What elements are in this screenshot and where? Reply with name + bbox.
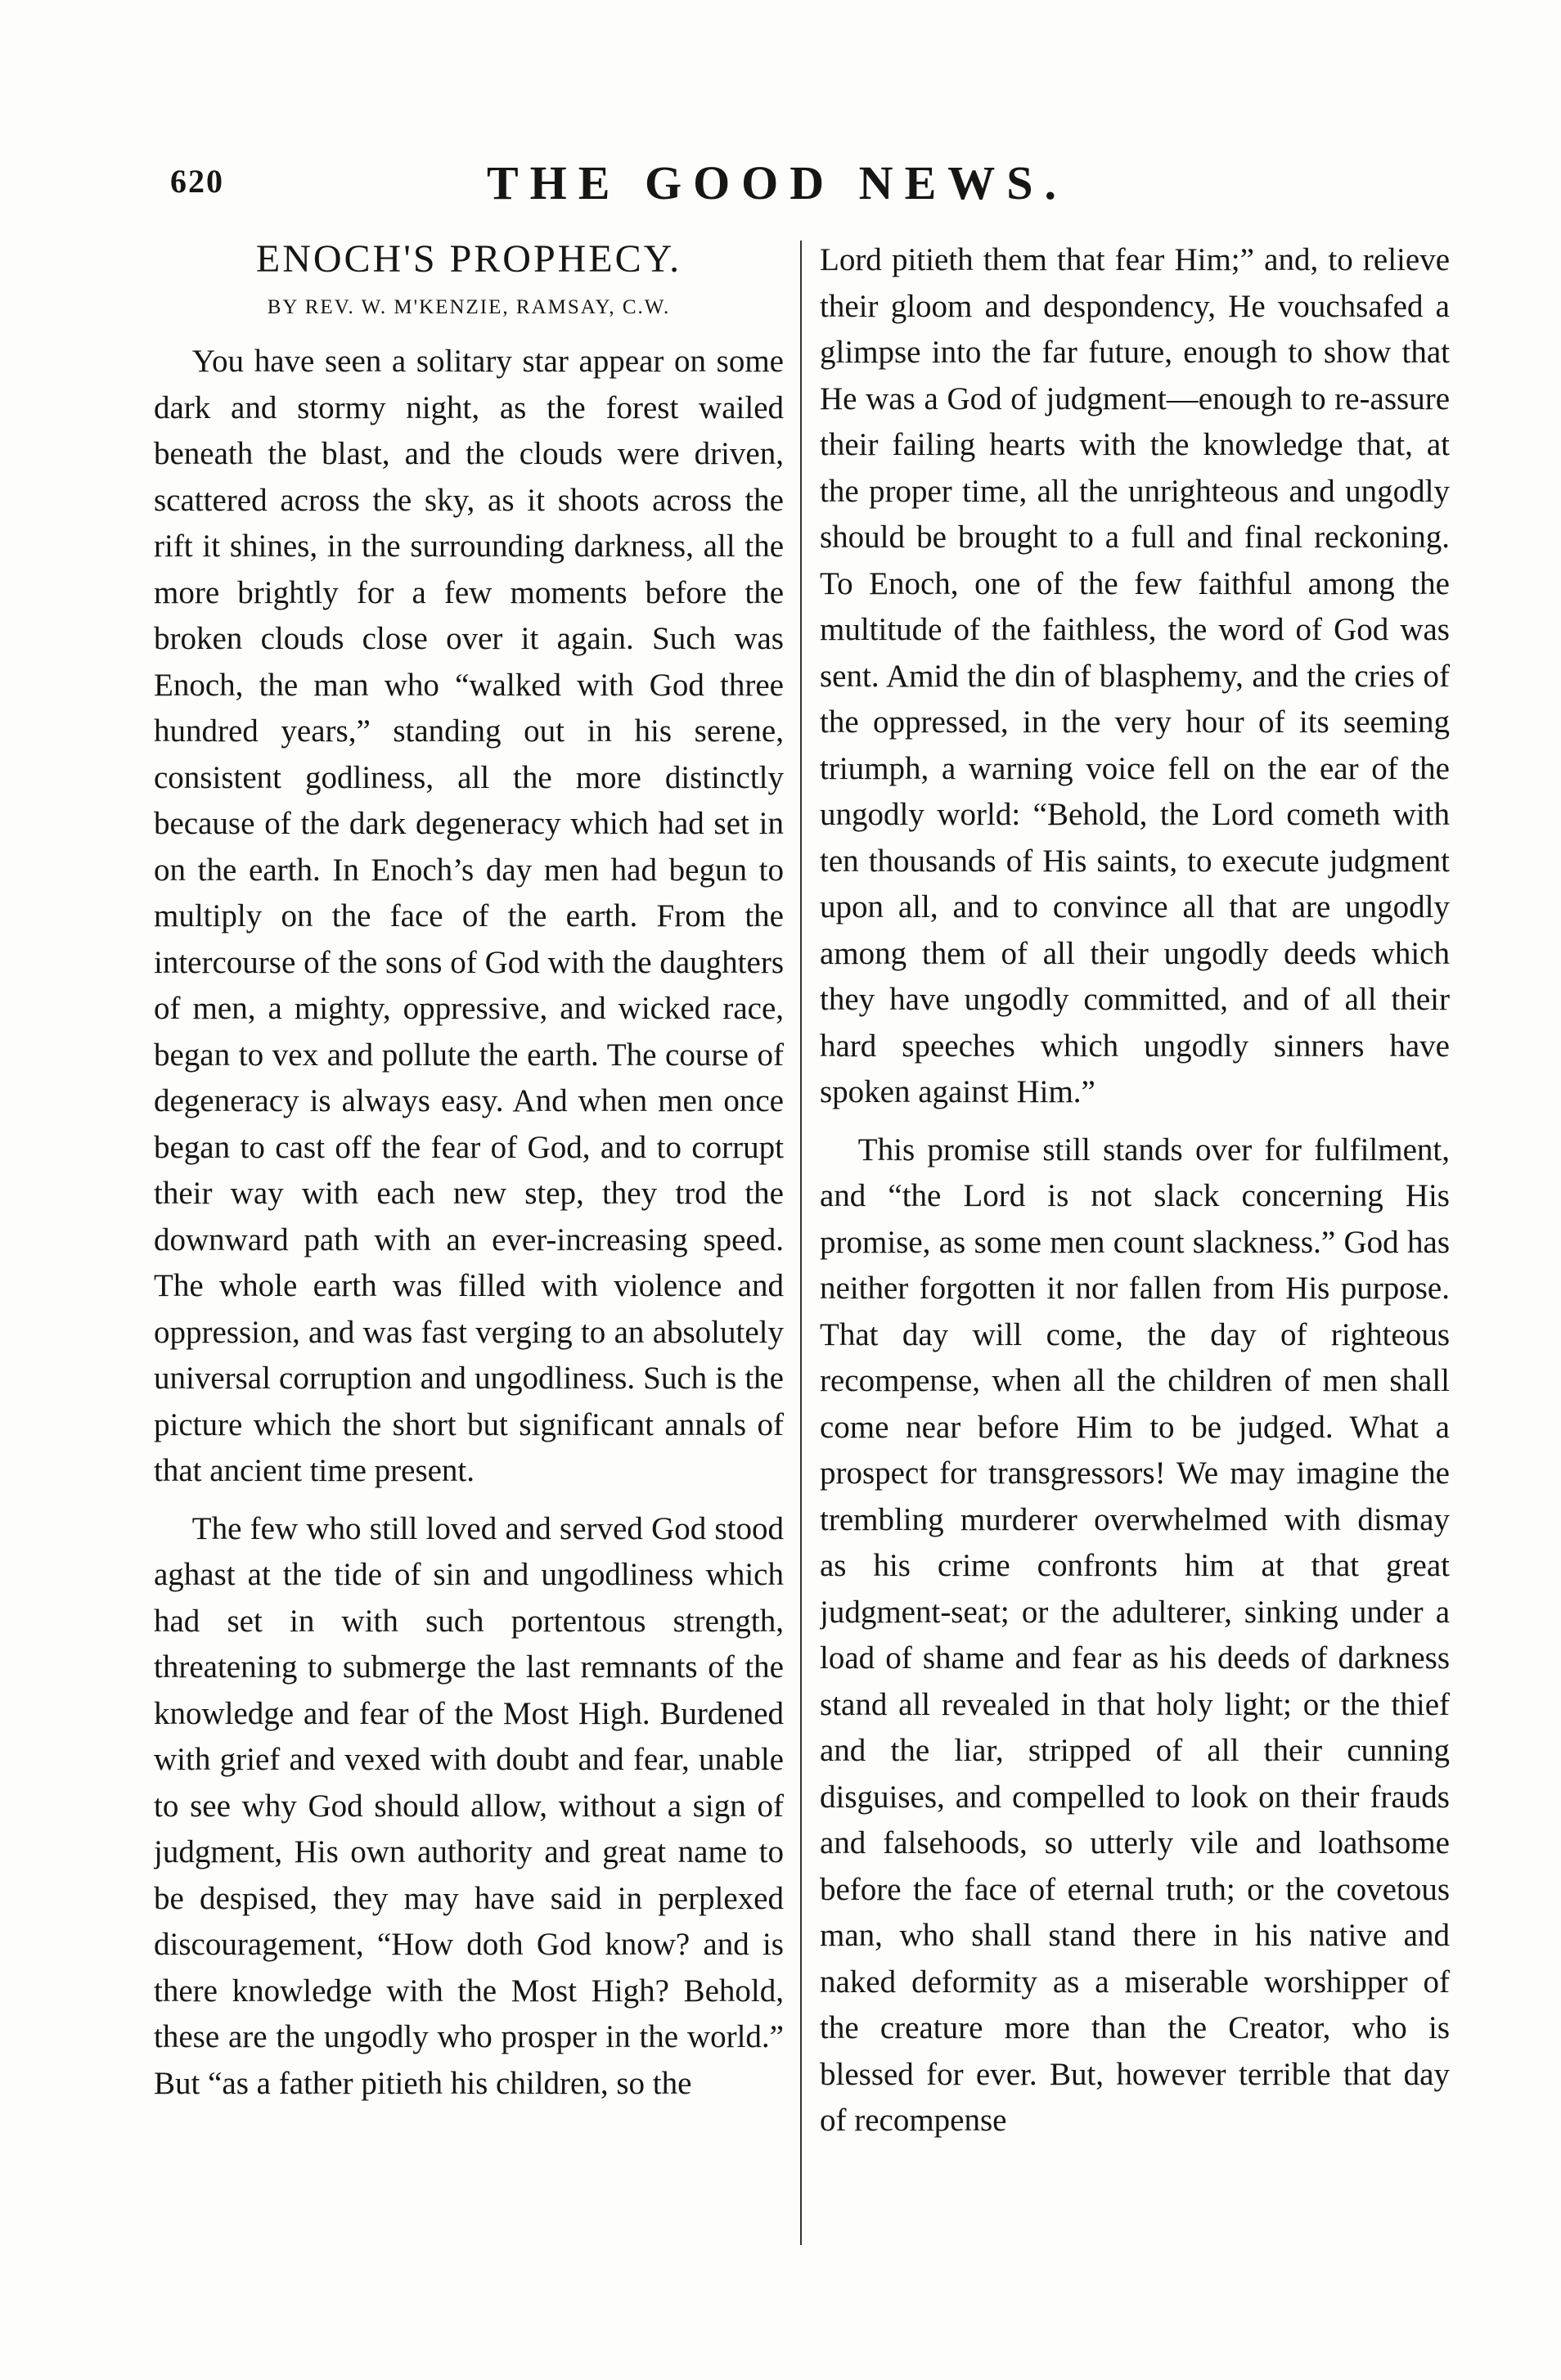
article-title: ENOCH'S PROPHECY. [255,237,682,281]
body-paragraph: The few who still loved and served God stood aghast at the tide of sin and ungodliness which had set in with such portentous strength, threatening to submerge the last remnants of the knowledge and fear of the Most High. Burdened with grief and vexed with doubt and fear, unable to see why God should allow, without a sign of judgment, His own authority and great name to be despised, they may have said in perplexed discouragement, “How doth God know? and is there knowledge with the Most High? Behold, these are the ungodly who prosper in the world.” But “as a father pitieth his children, so the [154,1510,784,2101]
column-divider [800,241,802,2245]
body-paragraph: Lord pitieth them that fear Him;” and, to relieve their gloom and despondency, He vouchsafed a glimpse into the far future, enough to show that He was a God of judgment—enough to re-assure their failing hearts with the knowledge that, at the proper time, all the unrighteous and ungodly should be brought to a full and final reckoning. To Enoch, one of the few faithful among the multitude of the faithless, the word of God was sent. Amid the din of blasphemy, and the cries of the oppressed, in the very hour of its seeming triumph, a warning voice fell on the ear of the ungodly world: “Behold, the Lord cometh with ten thousands of His saints, to execute judgment upon all, and to convince all that are ungodly among them of all their ungodly deeds which they have ungodly committed, and of all their hard speeches which ungodly sinners have spoken against Him.” [820,242,1450,1109]
body-paragraph: This promise still stands over for fulfilment, and “the Lord is not slack concerning His promise, as some men count slackness.” God has neither forgotten it nor fallen from His purpose. That day will come, the day of righteous recompense, when all the children of men shall come near before Him to be judged. What a prospect for transgressors! We may imagine the trembling murderer overwhelmed with dismay as his crime confronts him at that great judgment-seat; or the adulterer, sinking under a load of shame and fear as his deeds of darkness stand all revealed in that holy light; or the thief and the liar, stripped of all their cunning disguises, and compelled to look on their frauds and falsehoods, so utterly vile and loathsome before the face of eternal truth; or the covetous man, who shall stand there in his native and naked deformity as a miserable worshipper of the creature more than the Creator, who is blessed for ever. But, however terrible that day of recompense [820,1132,1450,2138]
page-number: 620 [170,163,224,200]
running-head [131,155,1440,213]
right-column [820,237,1450,2258]
body-paragraph: You have seen a solitary star appear on some dark and stormy night, as the forest wailed beneath the blast, and the clouds were driven, scattered across the sky, as it shoots across the rift it shines, in the surrounding darkness, all the more brightly for a few moments before the broken clouds close over it again. Such was Enoch, the man who “walked with God three hundred years,” standing out in his serene, consistent godliness, all the more distinctly because of the dark degeneracy which had set in on the earth. In Enoch’s day men had begun to multiply on the face of the earth. From the intercourse of the sons of God with the daughters of men, a mighty, oppressive, and wicked race, began to vex and pollute the earth. The course of degeneracy is always easy. And when men once began to cast off the fear of God, and to corrupt their way with each new step, they trod the downward path with an ever-increasing speed. The whole earth was filled with violence and oppression, and was fast verging to an absolutely universal corruption and ungodliness. Such is the picture which the short but significant annals of that ancient time present. [154,344,784,1488]
left-column [154,237,784,2258]
article-byline: BY REV. W. M'KENZIE, RAMSAY, C.W. [267,296,671,318]
journal-title: THE GOOD NEWS. [486,156,1068,209]
